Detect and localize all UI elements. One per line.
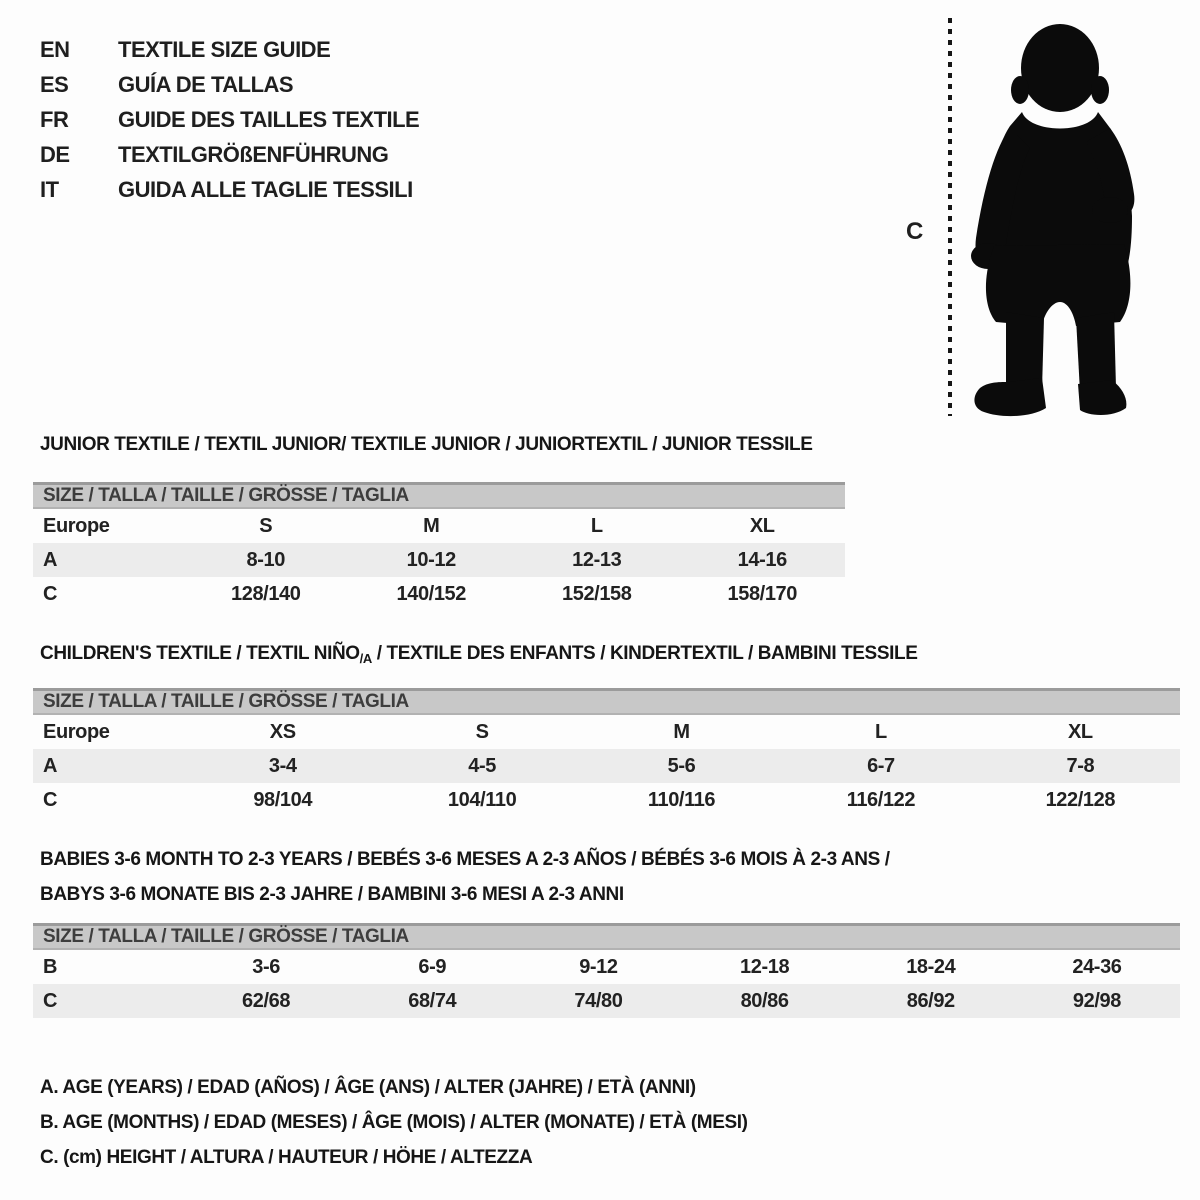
legend-height-cm: C. (cm) HEIGHT / ALTURA / HAUTEUR / HÖHE / ALTEZZA: [40, 1147, 533, 1168]
height-value: 98/104: [253, 788, 313, 811]
row-label: C: [43, 989, 58, 1012]
size-header-bar: SIZE / TALLA / TAILLE / GRÖSSE / TAGLIA: [33, 923, 1180, 950]
height-value: 122/128: [1045, 788, 1116, 811]
legend-age-years: A. AGE (YEARS) / EDAD (AÑOS) / ÂGE (ANS) / ALTER (JAHRE) / ETÀ (ANNI): [40, 1077, 696, 1098]
table-row-height: [33, 984, 1180, 1018]
months-value: 18-24: [906, 955, 956, 978]
language-title-list: [40, 32, 419, 207]
age-value: 5-6: [667, 754, 696, 777]
title-subscript: /A: [359, 651, 372, 666]
age-value: 3-4: [268, 754, 297, 777]
lang-row-it: [40, 172, 419, 207]
height-value: 116/122: [846, 788, 916, 811]
size-value: XL: [1067, 720, 1093, 743]
size-header-bar: SIZE / TALLA / TAILLE / GRÖSSE / TAGLIA: [33, 688, 1180, 715]
junior-size-table: [33, 482, 845, 611]
height-value: 92/98: [1072, 989, 1121, 1012]
height-value: 74/80: [574, 989, 623, 1012]
lang-code: EN: [40, 36, 70, 62]
months-value: 6-9: [418, 955, 447, 978]
table-row-height: [33, 783, 1180, 817]
table-row-europe: [33, 509, 845, 543]
lang-row-fr: [40, 102, 419, 137]
guide-title-fr: GUIDE DES TAILLES TEXTILE: [118, 106, 420, 132]
title-text: / TEXTILE DES ENFANTS / KINDERTEXTIL / BAMBINI TESSILE: [371, 643, 918, 664]
age-value: 4-5: [468, 754, 496, 777]
table-row-europe: [33, 715, 1180, 749]
table-row-months: [33, 950, 1180, 984]
size-value: XS: [269, 720, 296, 743]
lang-code: DE: [40, 141, 70, 167]
row-label: Europe: [43, 720, 110, 743]
children-section-title: [40, 643, 917, 666]
lang-row-en: [40, 32, 419, 67]
size-value: M: [673, 720, 690, 743]
months-value: 9-12: [579, 955, 618, 978]
months-value: 24-36: [1072, 955, 1122, 978]
size-header-bar: SIZE / TALLA / TAILLE / GRÖSSE / TAGLIA: [33, 482, 845, 509]
months-value: 3-6: [252, 955, 280, 978]
lang-code: IT: [40, 176, 59, 202]
guide-title-de: TEXTILGRÖßENFÜHRUNG: [118, 141, 389, 167]
size-value: L: [590, 514, 603, 537]
table-row-age: [33, 543, 845, 577]
row-label: B: [43, 955, 58, 978]
guide-title-es: GUÍA DE TALLAS: [118, 71, 294, 97]
height-value: 86/92: [906, 989, 955, 1012]
measure-legend: [40, 1070, 748, 1175]
height-value: 128/140: [231, 582, 301, 605]
children-size-table: [33, 688, 1180, 817]
row-label: A: [43, 548, 58, 571]
size-value: M: [423, 514, 440, 537]
height-value: 68/74: [408, 989, 457, 1012]
row-label: A: [43, 754, 58, 777]
babies-section-title-line2: BABYS 3-6 MONATE BIS 2-3 JAHRE / BAMBINI 3-6 MESI A 2-3 ANNI: [40, 884, 624, 905]
size-value: XL: [749, 514, 775, 537]
height-value: 62/68: [242, 989, 291, 1012]
row-label: C: [43, 788, 58, 811]
legend-age-months: B. AGE (MONTHS) / EDAD (MESES) / ÂGE (MOIS) / ALTER (MONATE) / ETÀ (MESI): [40, 1112, 748, 1133]
size-value: L: [875, 720, 887, 743]
height-value: 140/152: [396, 582, 466, 605]
height-value: 158/170: [727, 582, 797, 605]
lang-row-de: [40, 137, 419, 172]
row-label: C: [43, 582, 58, 605]
guide-title-it: GUIDA ALLE TAGLIE TESSILI: [118, 176, 413, 202]
size-value: S: [259, 514, 273, 537]
age-value: 10-12: [406, 548, 456, 571]
height-value: 152/158: [562, 582, 632, 605]
title-text: CHILDREN'S TEXTILE / TEXTIL NIÑO: [40, 643, 360, 664]
height-value: 104/110: [447, 788, 517, 811]
junior-section-title: JUNIOR TEXTILE / TEXTIL JUNIOR/ TEXTILE JUNIOR / JUNIORTEXTIL / JUNIOR TESSILE: [40, 434, 813, 455]
months-value: 12-18: [740, 955, 790, 978]
babies-size-table: [33, 923, 1180, 1018]
lang-code: ES: [40, 71, 69, 97]
height-value: 80/86: [740, 989, 789, 1012]
age-value: 7-8: [1066, 754, 1095, 777]
lang-row-es: [40, 67, 419, 102]
height-value: 110/116: [647, 788, 716, 811]
age-value: 12-13: [572, 548, 622, 571]
table-row-height: [33, 577, 845, 611]
height-measure-label: C: [906, 218, 924, 245]
row-label: Europe: [43, 514, 110, 537]
lang-code: FR: [40, 106, 69, 132]
age-value: 6-7: [867, 754, 895, 777]
age-value: 8-10: [246, 548, 285, 571]
toddler-silhouette-icon: [960, 16, 1142, 420]
age-value: 14-16: [737, 548, 787, 571]
table-row-age: [33, 749, 1180, 783]
babies-section-title-line1: BABIES 3-6 MONTH TO 2-3 YEARS / BEBÉS 3-6 MESES A 2-3 AÑOS / BÉBÉS 3-6 MOIS À 2-3 ANS /: [40, 849, 890, 870]
size-value: S: [475, 720, 489, 743]
guide-title-en: TEXTILE SIZE GUIDE: [118, 36, 331, 62]
height-measure-dashed-line: [948, 18, 952, 416]
